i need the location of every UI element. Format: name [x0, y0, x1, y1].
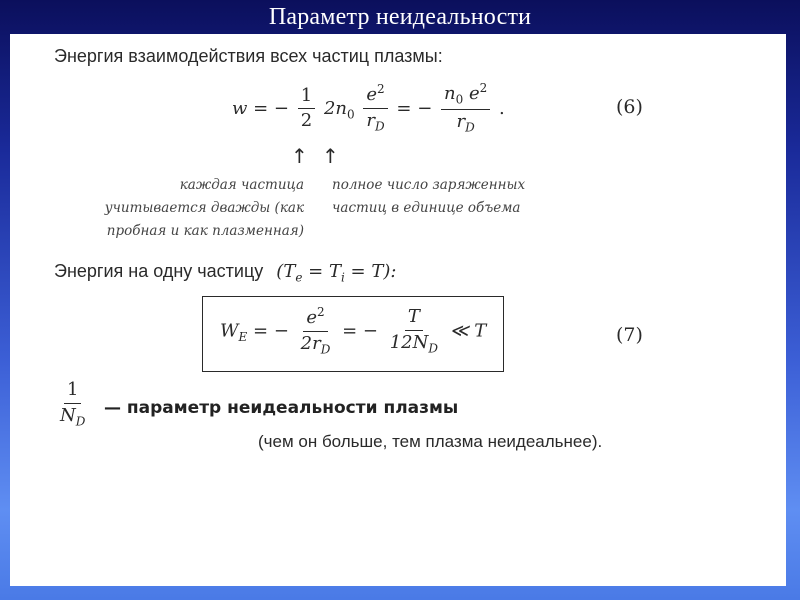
eq6-f2-num: e	[366, 84, 378, 106]
eq6-lhs: w = −	[232, 97, 290, 119]
eq7-frac-e2-2rd	[298, 306, 334, 357]
param-frac	[57, 380, 88, 429]
slide-title: Параметр неидеальности	[268, 3, 532, 30]
eq7-f1-den: 2r	[300, 332, 321, 354]
equation-7-number: (7)	[616, 324, 643, 346]
eq6-f3-num: n	[444, 83, 456, 104]
arrow-up-icon: ↑	[291, 144, 308, 168]
param-frac-den: N	[60, 404, 76, 426]
param-expression	[54, 380, 91, 429]
equation-7	[220, 306, 486, 357]
eq6-frac-half-num: 1	[298, 86, 315, 110]
eq6-frac-e2-rd	[363, 83, 387, 134]
equation-6-number: (6)	[616, 96, 643, 118]
eq6-f2-den-sub: D	[375, 119, 385, 134]
text-line-energy-all: Энергия взаимодействия всех частиц плазмы:	[54, 46, 443, 66]
eq7-frac-T-12ND	[387, 307, 441, 356]
note-left-line: пробная и как плазменная)	[106, 223, 304, 239]
line2-math-T: (T	[276, 261, 296, 282]
eq6-2n: 2n	[323, 97, 347, 119]
note-left-line: каждая частица	[179, 177, 304, 193]
eq6-frac-half	[298, 86, 315, 132]
eq7-W: W	[220, 320, 239, 342]
note-right-line: полное число заряженных	[332, 177, 526, 193]
line2-eq: = T	[302, 261, 341, 282]
line2-math	[276, 261, 397, 285]
note-left	[105, 174, 304, 243]
eq6-frac-n0e2-rd	[441, 82, 490, 136]
eq7-f2-den-sub: D	[428, 341, 438, 356]
param-frac-num: 1	[64, 380, 81, 404]
eq6-f2-den: r	[366, 110, 375, 132]
eq6-end: .	[499, 97, 505, 119]
param-label: — параметр неидеальности плазмы	[104, 398, 459, 418]
note-left-line: учитывается дважды (как	[104, 200, 304, 216]
equation-6	[232, 82, 505, 136]
eq7-minus1: = −	[253, 320, 289, 342]
eq7-f1-num-sup: 2	[316, 305, 325, 319]
eq7-ll: ≪ T	[449, 320, 487, 342]
note-right	[332, 174, 525, 220]
line2-sub-e: e	[295, 270, 303, 285]
param-comment: (чем он больше, тем плазма неидеальнее).	[258, 432, 603, 451]
slide-content	[10, 34, 786, 586]
eq6-f3-num-e: e	[463, 83, 480, 104]
eq6-f2-num-sup: 2	[377, 82, 385, 97]
eq7-f2-den: 12N	[389, 331, 429, 353]
eq7-f2-num: T	[405, 307, 423, 331]
line2-sub-i: i	[340, 270, 345, 285]
note-right-line: частиц в единице объема	[332, 200, 521, 216]
line2-text: Энергия на одну частицу	[54, 261, 264, 281]
eq7-f1-den-sub: D	[320, 342, 331, 357]
eq7-W-sub: E	[238, 330, 248, 345]
eq7-f1-num: e	[306, 307, 317, 328]
param-frac-den-sub: D	[75, 414, 86, 429]
eq6-2n-sub: 0	[346, 107, 355, 122]
eq6-f3-den: r	[456, 111, 466, 133]
eq6-f3-num-sub: 0	[455, 92, 464, 107]
eq6-f3-num-sup: 2	[479, 81, 488, 95]
eq6-frac-half-den: 2	[300, 110, 313, 132]
eq7-minus2: = −	[342, 320, 378, 342]
text-line-energy-per-particle	[54, 261, 396, 285]
eq6-eq-minus: = −	[396, 97, 433, 119]
eq6-f3-den-sub: D	[465, 120, 475, 135]
line2-end: = T):	[344, 261, 397, 282]
arrow-up-icon: ↑	[322, 144, 339, 168]
